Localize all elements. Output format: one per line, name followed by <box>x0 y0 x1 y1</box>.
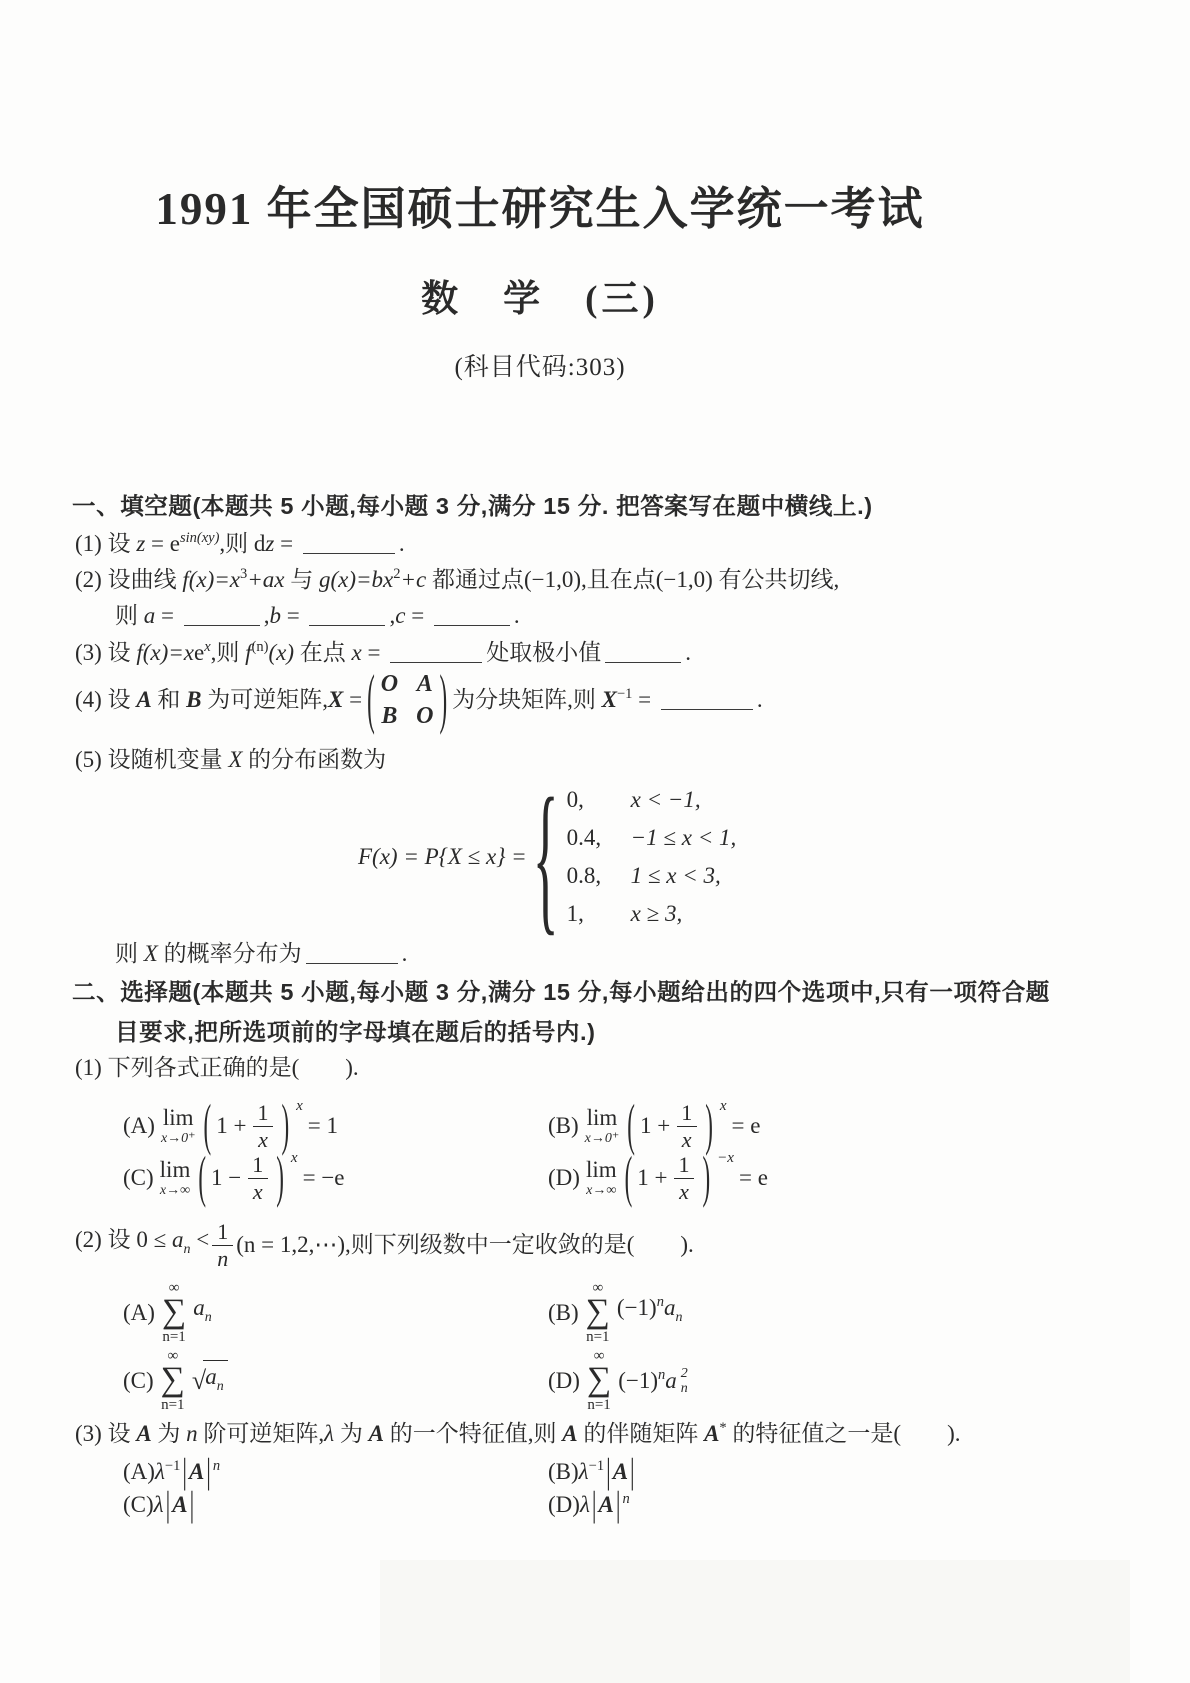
numerator: 1 <box>252 1152 264 1178</box>
q12-then: 则 <box>115 603 144 628</box>
q23-options-cd <box>123 1484 630 1524</box>
option-d <box>548 1145 768 1208</box>
formula-g2: +c <box>400 567 427 592</box>
option-label: (D) <box>548 1165 580 1190</box>
option-label: (D) <box>548 1492 580 1517</box>
q23-text: (3) 设 <box>75 1421 137 1446</box>
page-title: 1991 年全国硕士研究生入学统一考试 <box>155 184 925 234</box>
answer-blank <box>306 943 398 964</box>
matrix-X-inv: X <box>601 687 617 712</box>
lim-word: lim <box>586 1105 618 1130</box>
sum-upper: ∞ <box>593 1348 605 1365</box>
question-1-2-line1 <box>75 565 839 595</box>
matrix-cell: O <box>416 703 434 729</box>
case-condition: x < −1, <box>630 787 701 812</box>
right-paren: ) <box>702 1145 711 1208</box>
case-condition: x ≥ 3, <box>630 901 683 926</box>
var-a: a <box>143 603 156 628</box>
det-bar: | <box>165 1484 171 1524</box>
sub-n: n <box>216 1378 224 1394</box>
formula-xex: f(x)=x <box>136 640 194 665</box>
sqrt-expr <box>192 1360 228 1402</box>
q22-lead <box>75 1225 209 1265</box>
option-label: (B) <box>548 1299 579 1325</box>
sum-lower: n=1 <box>162 1328 186 1345</box>
distribution-function <box>358 764 737 950</box>
rhs: = 1 <box>307 1113 339 1138</box>
matrix-A-adj: A <box>704 1421 720 1446</box>
question-1-5-outro <box>115 939 407 969</box>
rhs: = e <box>738 1165 768 1190</box>
case-condition: −1 ≤ x < 1, <box>630 825 737 850</box>
case-value: 1, <box>566 901 584 926</box>
matrix-A: A <box>368 1421 384 1446</box>
block-matrix <box>366 662 448 735</box>
numerator: 1 <box>257 1100 269 1126</box>
q23-options-ab <box>123 1451 637 1491</box>
var-an: a <box>171 1227 184 1252</box>
exp-n: n <box>656 1293 664 1310</box>
neg-one: (−1) <box>616 1294 657 1320</box>
summation <box>161 1349 185 1412</box>
question-1-5-intro <box>75 745 386 775</box>
exp-minus1: −1 <box>164 1458 181 1474</box>
q14-lead <box>75 685 362 715</box>
lim-word: lim <box>159 1157 191 1182</box>
exp-n: (n) <box>251 639 269 655</box>
limit-block <box>160 1158 191 1198</box>
matrix-cell: A <box>416 671 433 697</box>
q11-text2: ,则 d <box>219 531 266 556</box>
right-paren: ) <box>439 662 448 735</box>
denominator: n <box>212 1245 233 1271</box>
answer-blank <box>434 605 510 626</box>
formula-f: f(x)=x <box>182 567 240 592</box>
sigma-icon: ∑ <box>161 1293 187 1331</box>
var-a: a <box>665 1367 677 1393</box>
var-lambda: λ <box>578 1459 589 1484</box>
expr-pre: 1 − <box>211 1165 242 1190</box>
var-lambda: λ <box>153 1492 164 1517</box>
exp-minus1: −1 <box>616 686 633 702</box>
section-2-heading-line2: 目要求,把所选项前的字母填在题后的括号内.) <box>115 1019 596 1045</box>
eq: = <box>343 687 363 712</box>
sum-lower: n=1 <box>587 1396 611 1413</box>
var-c: c <box>395 603 406 628</box>
paren-exponent: x <box>290 1149 298 1166</box>
numerator: 1 <box>678 1152 690 1178</box>
period: . <box>401 941 408 966</box>
lim-subscript: x→0⁺ <box>160 1131 196 1146</box>
sup-2: 2 <box>680 1365 688 1381</box>
fraction <box>674 1152 695 1204</box>
var-a: a <box>193 1294 205 1320</box>
sum-upper: ∞ <box>592 1280 604 1297</box>
matrix-X: X <box>328 687 344 712</box>
func-f: f <box>245 640 252 665</box>
option-b <box>548 1281 682 1344</box>
paren-exponent: x <box>719 1097 727 1114</box>
q14-text3: 为分块矩阵,则 <box>452 687 602 712</box>
var-X: X <box>228 747 243 772</box>
answer-blank <box>390 642 482 663</box>
rhs: = −e <box>302 1165 345 1190</box>
eq: = <box>361 640 387 665</box>
const-e: e <box>193 640 205 665</box>
option-label: (D) <box>548 1367 580 1393</box>
exp-n: n <box>622 1491 630 1507</box>
func-arg: (x) <box>268 640 294 665</box>
option-a <box>123 1451 548 1491</box>
left-paren: ( <box>367 662 375 735</box>
var-lambda: λ <box>324 1421 335 1446</box>
var-a: a <box>205 1363 217 1389</box>
limit-block <box>161 1106 196 1146</box>
q13-at: 在点 <box>293 640 352 665</box>
matrix-A: A <box>598 1492 614 1517</box>
q15-text2: 的分布函数为 <box>242 747 387 772</box>
expr-pre: 1 + <box>216 1113 247 1138</box>
det-bar: | <box>189 1484 195 1524</box>
option-d <box>548 1349 688 1412</box>
var-b: b <box>269 603 281 628</box>
left-paren: ( <box>624 1145 633 1208</box>
option-label: (C) <box>123 1165 154 1190</box>
adjugate-star: * <box>719 1420 727 1436</box>
option-label: (B) <box>548 1113 579 1138</box>
expr-pre: 1 + <box>639 1113 671 1138</box>
q14-and: 和 <box>151 687 187 712</box>
eq: = <box>632 687 657 712</box>
answer-blank <box>661 689 753 710</box>
matrix-grid <box>376 669 439 731</box>
sub-n: n <box>675 1309 683 1325</box>
q14-text2: 为可逆矩阵, <box>201 687 329 712</box>
numerator: 1 <box>217 1219 229 1245</box>
exp-n: n <box>212 1458 221 1474</box>
q22-text: (2) 设 0 ≤ <box>75 1227 172 1252</box>
section-1-heading: 一、填空题(本题共 5 小题,每小题 3 分,满分 15 分. 把答案写在题中横线上.) <box>72 493 873 519</box>
var-lambda: λ <box>579 1492 590 1517</box>
q15-text: (5) 设随机变量 <box>75 747 229 772</box>
denominator: x <box>674 1178 694 1204</box>
q11-text: (1) 设 <box>75 531 137 556</box>
sigma-icon: ∑ <box>160 1361 185 1399</box>
radical-icon: √ <box>191 1365 207 1395</box>
det-bar: | <box>630 1451 635 1491</box>
option-d <box>548 1484 630 1524</box>
eq: = <box>280 603 306 628</box>
matrix-A: A <box>172 1492 188 1517</box>
question-1-2-line2 <box>115 601 520 631</box>
q11-period: . <box>398 531 405 556</box>
matrix-cell: B <box>381 703 398 729</box>
var-n: n <box>186 1421 198 1446</box>
right-paren: ) <box>281 1093 290 1156</box>
paren-exponent: −x <box>717 1149 734 1166</box>
q14-tail <box>452 685 763 715</box>
question-1-4 <box>75 664 763 736</box>
answer-blank <box>309 605 385 626</box>
q13-then: ,则 <box>210 640 246 665</box>
exp-minus1: −1 <box>588 1458 605 1474</box>
period: . <box>685 640 691 665</box>
summation <box>162 1281 186 1344</box>
sub-n: n <box>204 1309 212 1325</box>
q12-text: (2) 设曲线 <box>75 567 183 592</box>
matrix-A: A <box>612 1459 629 1484</box>
denominator: x <box>253 1126 273 1152</box>
neg-one: (−1) <box>618 1367 658 1393</box>
matrix-B: B <box>186 687 202 712</box>
q15-text3: 的概率分布为 <box>157 941 302 966</box>
var-X2: X <box>143 941 158 966</box>
sum-body <box>193 1293 212 1333</box>
lim-subscript: x→∞ <box>586 1183 617 1198</box>
period: . <box>513 603 520 628</box>
q23-text4: 为 <box>334 1421 369 1446</box>
q22-options-cd <box>123 1349 688 1413</box>
det-bar: | <box>206 1451 211 1491</box>
expr-pre: 1 + <box>637 1165 668 1190</box>
var-x: x <box>351 640 362 665</box>
sigma-icon: ∑ <box>585 1293 610 1331</box>
formula-g: g(x)=bx <box>318 567 394 592</box>
left-paren: ( <box>198 1145 207 1208</box>
eq: = <box>405 603 430 628</box>
det-bar: | <box>606 1451 611 1491</box>
cases-brace: { <box>532 764 559 950</box>
case-value: 0, <box>566 787 584 812</box>
section-2-heading-line1: 二、选择题(本题共 5 小题,每小题 3 分,满分 15 分,每小题给出的四个选项中,只有一项符合题 <box>72 979 1050 1005</box>
q22-options-ab <box>123 1281 682 1345</box>
lim-word: lim <box>162 1105 194 1130</box>
question-1-1 <box>75 529 405 559</box>
question-2-2-stem <box>75 1217 694 1273</box>
lim-subscript: x→∞ <box>159 1183 191 1198</box>
limit-block <box>585 1106 620 1146</box>
matrix-A: A <box>562 1421 578 1446</box>
option-label: (C) <box>123 1492 154 1517</box>
q12-and: 与 <box>284 567 319 592</box>
fraction <box>212 1219 233 1271</box>
cases-lead: F(x) = P{X ≤ x} = <box>358 844 527 869</box>
exp-x: x <box>204 639 211 655</box>
lim-word: lim <box>585 1157 617 1182</box>
var-lambda: λ <box>154 1459 165 1484</box>
option-c <box>123 1145 548 1208</box>
q11-eq2: = <box>274 531 299 556</box>
right-paren: ) <box>276 1145 284 1208</box>
matrix-A: A <box>136 687 152 712</box>
cases-rows <box>567 785 737 929</box>
matrix-A: A <box>136 1421 152 1446</box>
q11-eq: = e <box>145 531 180 556</box>
var-a: a <box>663 1294 676 1320</box>
exponent-sin-xy: sin(xy) <box>179 530 220 546</box>
q23-text7: 的特征值之一是( ). <box>726 1421 961 1446</box>
q12-text2: 都通过点(−1,0),且在点(−1,0) 有公共切线, <box>426 567 840 592</box>
summation <box>587 1349 611 1412</box>
left-paren: ( <box>203 1093 212 1156</box>
page-subtitle: 数 学 (三) <box>421 279 659 320</box>
question-2-3-stem <box>75 1419 961 1449</box>
answer-blank <box>303 533 395 554</box>
case-value: 0.8, <box>566 863 602 888</box>
eq: = <box>155 603 180 628</box>
det-bar: | <box>615 1484 621 1524</box>
exp-n: n <box>657 1366 666 1383</box>
det-bar: | <box>591 1484 597 1524</box>
scan-shading <box>380 1560 1130 1683</box>
answer-blank <box>605 642 681 663</box>
var-z2: z <box>265 531 275 556</box>
q21-options-cd <box>123 1145 768 1211</box>
option-c <box>123 1349 548 1412</box>
sub-sup-stack <box>681 1366 688 1397</box>
paren-exponent: x <box>296 1097 303 1114</box>
q14-text: (4) 设 <box>75 687 137 712</box>
exp-2: 2 <box>393 566 401 582</box>
matrix-A: A <box>188 1459 205 1484</box>
comma: , <box>389 603 396 628</box>
rhs: = e <box>731 1113 761 1138</box>
q23-text2: 为 <box>151 1421 187 1446</box>
comma: , <box>263 603 270 628</box>
right-paren: ) <box>705 1093 713 1156</box>
sum-lower: n=1 <box>586 1328 610 1345</box>
sum-upper: ∞ <box>167 1348 179 1365</box>
option-label: (B) <box>548 1459 579 1484</box>
question-2-1-stem: (1) 下列各式正确的是( ). <box>75 1055 359 1080</box>
q23-text6: 的伴随矩阵 <box>577 1421 705 1446</box>
q15-then: 则 <box>115 941 144 966</box>
denominator: x <box>248 1178 268 1204</box>
case-condition: 1 ≤ x < 3, <box>630 863 721 888</box>
option-label: (A) <box>123 1459 155 1484</box>
fraction <box>247 1152 268 1204</box>
sum-body <box>617 1293 683 1333</box>
sum-body <box>618 1366 677 1396</box>
formula-f2: +ax <box>247 567 285 592</box>
q13-text: (3) 设 <box>75 640 137 665</box>
left-paren: ( <box>627 1093 635 1156</box>
lt: < <box>190 1227 210 1252</box>
sum-lower: n=1 <box>161 1396 185 1413</box>
subject-code: (科目代码:303) <box>454 354 626 381</box>
option-label: (A) <box>123 1113 155 1138</box>
sigma-icon: ∑ <box>586 1361 612 1399</box>
option-a <box>123 1281 548 1344</box>
option-label: (A) <box>123 1299 155 1325</box>
answer-blank <box>184 605 260 626</box>
sub-n: n <box>680 1380 688 1396</box>
denominator: x <box>677 1126 697 1152</box>
det-bar: | <box>182 1451 187 1491</box>
var-z: z <box>136 531 146 556</box>
option-label: (C) <box>123 1367 154 1393</box>
option-c <box>123 1484 548 1524</box>
radicand <box>203 1360 228 1402</box>
exp-3: 3 <box>239 566 248 582</box>
limit-block <box>586 1158 617 1198</box>
q13-text2: 处取极小值 <box>486 640 602 665</box>
numerator: 1 <box>681 1100 693 1126</box>
matrix-cell: O <box>380 671 399 697</box>
q22-text2: (n = 1,2,⋯),则下列级数中一定收敛的是( ). <box>236 1232 694 1257</box>
sum-upper: ∞ <box>168 1280 180 1297</box>
summation <box>586 1281 610 1344</box>
q23-text5: 的一个特征值,则 <box>383 1421 563 1446</box>
period: . <box>756 687 763 712</box>
sub-n: n <box>183 1242 191 1257</box>
lim-subscript: x→0⁺ <box>584 1131 620 1146</box>
q23-text3: 阶可逆矩阵, <box>197 1421 325 1446</box>
case-value: 0.4, <box>566 825 602 850</box>
